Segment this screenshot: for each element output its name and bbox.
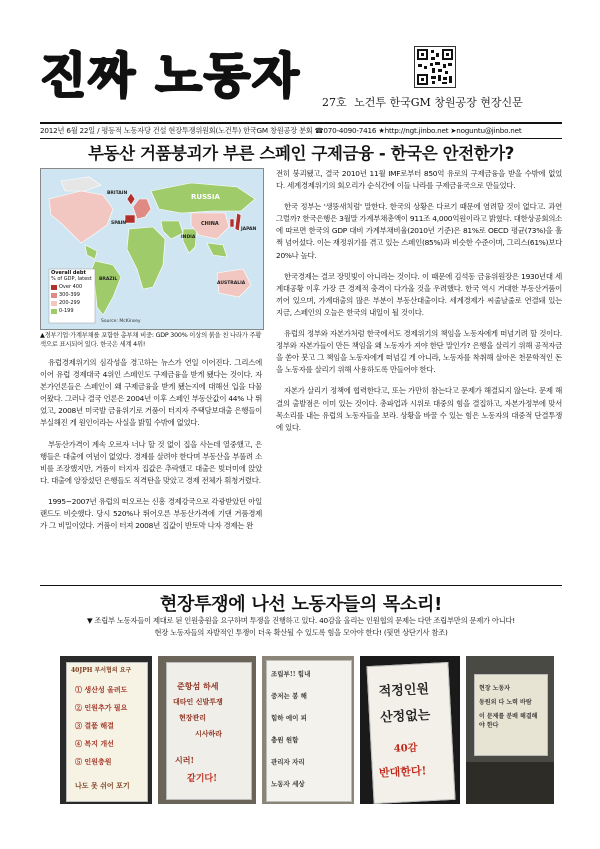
- map-label-china: CHINA: [201, 221, 219, 227]
- sign-text: 힘하 에이 피: [271, 714, 307, 722]
- paragraph: 한국경제는 결코 장밋빛이 아니라는 것이다. 이 때문에 김석동 금융위원장은 1930년대 세계대공황 이후 가장 큰 경제적 충격이 다가올 것을 우려했다. 한국 역시 거대한 부동산거품이 끼어 있으며, 가계대출의 많은 부분이 부동산대출이다. 세계경제가 씨줄날줄로 연결돼 있는 지금, 스페인의 오늘은 한국의 내일이 될 것이다.: [276, 271, 562, 317]
- paragraph: 자본가 살리기 정책에 협력한다고, 또는 가만히 참는다고 문제가 해결되지 않는다. 문제 해결의 출발점은 이미 있는 것이다. 총파업과 시위로 대중의 힘을 결집하고, 자본가정부에 맞서 목소리를 내는 유럽의 노동자들을 보라. 상황을 바꿀 수 있는 힘은 노동자의 대중적 단결투쟁에 있다.: [276, 386, 562, 432]
- protest-photo-strip: [60, 656, 554, 804]
- sign-text: 노동자 세상: [271, 780, 305, 788]
- map-legend-label: 0-199: [59, 308, 74, 314]
- sign-text: 시사하라: [195, 729, 223, 738]
- map-legend-swatch: [51, 293, 57, 298]
- handwritten-sign: [366, 662, 455, 804]
- map-legend-swatch: [51, 309, 57, 314]
- handwritten-sign: [474, 674, 548, 756]
- protest-photo: [158, 656, 256, 804]
- article-left-column: [40, 357, 262, 541]
- sign-text: 중저는 봉 해: [271, 692, 307, 700]
- sign-text: 40JPH 부서협의 요구: [71, 667, 132, 674]
- protest-photo: [262, 656, 354, 804]
- qr-code-icon: [414, 46, 456, 88]
- map-legend-label: 300-399: [59, 292, 80, 298]
- protest-photo: [360, 656, 460, 804]
- section-divider: [40, 585, 562, 586]
- section-subtext: [40, 615, 562, 639]
- map-source: Source: McKinsey: [101, 319, 141, 324]
- map-label-britain: BRITAIN: [107, 191, 128, 196]
- paragraph: 부동산가격이 계속 오르자 너나 할 것 없이 집을 사는데 열중했고, 은행들은 대출에 여념이 없었다. 경제를 살려야 한다며 부동산을 부풀려 소비를 조장했지만, 거품이 터지자 집값은 추락했고 대출은 빚더미에 앉았다. 대출에 앙장섰던 은행들도 직격탄을 맞았고 경제 전체가 휘청거렸다.: [40, 439, 262, 485]
- section-headline: 현장투쟁에 나선 노동자들의 목소리!: [159, 594, 443, 615]
- subtext-line: 현장 노동자들의 자발적인 투쟁이 더욱 확산될 수 있도록 힘을 모아야 한다! (뒷면 상단기사 참조): [154, 628, 448, 637]
- map-label-brazil: BRAZIL: [99, 277, 118, 282]
- map-legend-item: [51, 300, 95, 306]
- map-legend-swatch: [51, 301, 57, 306]
- sign-text: ④ 복지 개선: [75, 739, 114, 748]
- map-legend-title: Overall debt: [51, 270, 86, 276]
- sign-text: 산정없는: [379, 707, 431, 726]
- sign-text: ⑤ 인원충원: [75, 757, 112, 766]
- info-bar: 2012년 6월 22일 / 평등적 노동자당 건설 현장투쟁위원회(노건투) 한국GM 창원공장 분회 ☎070-4090-7416 ★http://ngt.jinbo.net ➤noguntu@jinbo.net: [40, 122, 562, 139]
- map-label-japan: JAPAN: [241, 227, 257, 232]
- newsletter-title: 진짜 노동자: [40, 48, 301, 104]
- paragraph: 유럽의 정부와 자본가처럼 한국에서도 경제위기의 책임을 노동자에게 떠넘기려 할 것이다. 정부와 자본가들이 만든 책임을 왜 노동자가 져야 한단 말인가? 은행을 살리기 위해 공적자금을 쏟아 붓고 그 책임을 노동자에게 떠넘길 게 아니라, 노동자를 착취해 살아온 천문학적인 돈을 노동자를 살리기 위해 사용하도록 만들어야 한다.: [276, 329, 562, 375]
- sign-text: 준항섬 하세: [177, 681, 219, 691]
- sign-text: 반대한다!: [378, 764, 427, 780]
- sign-text: ③ 결품 해결: [75, 721, 114, 730]
- protest-photo: [466, 656, 554, 804]
- map-legend-subtitle: % of GDP, latest: [51, 276, 92, 282]
- map-label-spain: SPAIN: [111, 221, 127, 226]
- sign-text: 나도 못 쉬어 포기: [75, 781, 130, 790]
- issue-line: [322, 94, 527, 110]
- subtext-line: ▼ 조립부 노동자들이 제대로 된 인원충원을 요구하며 투쟁을 진행하고 있다. 40감을 올리는 인원협의 문제는 다만 조립부만의 문제가 아니다!: [86, 616, 515, 625]
- map-label-india: INDIA: [181, 235, 196, 240]
- paragraph: 전히 붕괴됐고, 결국 2010년 11월 IMF로부터 850억 유로의 구제금융을 받을 수밖에 없었다. 세계경제위기의 회오리가 순식간에 이들 나라를 구제금융국으로 만들었다.: [276, 169, 562, 191]
- sign-text: 이 문제를 분배 해결해야 한다: [479, 713, 538, 729]
- protest-photo: [60, 656, 152, 804]
- paragraph: 한국 정부는 '생뚱새치럼' 말한다. 한국의 상황은 다르기 때문에 염려할 것이 없다고. 과연 그럴까? 한국은행은 3월말 가계부채총액이 911조 4,000억원이라고 밝혔다. 대한상공회의소에 따르면 한국의 GDP 대비 가계부채비율(2010년 기준)은 81%로 OECD 평균(73%)을 훌쩍 넘어섰다. 이는 재정위기를 겪고 있는 스페인(85%)과 비슷한 수준이며, 그리스(61%)보다 20%나 높다.: [276, 202, 562, 260]
- sign-text: 조립부!! 힘내: [271, 670, 311, 678]
- map-legend-item: [51, 308, 95, 314]
- map-legend-item: [51, 284, 95, 290]
- map-label-australia: AUSTRALIA: [217, 281, 246, 286]
- map-legend: [51, 270, 95, 314]
- map-legend-items: [51, 284, 95, 314]
- handwritten-sign: [166, 662, 252, 800]
- issue-number: 27호: [322, 96, 347, 109]
- sign-text: 현장관리: [179, 713, 207, 722]
- masthead: [40, 46, 570, 118]
- map-label-russia: RUSSIA: [191, 193, 220, 201]
- photo-shelf: [466, 762, 554, 804]
- sign-text: 시러!: [175, 755, 194, 765]
- sign-text: 대타인 신발투쟁: [173, 697, 223, 706]
- sign-text: 적정인원: [378, 682, 430, 700]
- map-legend-label: 200-299: [59, 300, 80, 306]
- article-right-column: [276, 168, 562, 443]
- handwritten-sign: [266, 660, 352, 802]
- paragraph: 유럽경제위기의 심각성을 경고하는 뉴스가 연일 이어진다. 그리스에 이어 유럽 경제대국 4위인 스페인도 구제금융을 받게 됐다는 것이다. 자본가언론들은 스페인이 왜 구제금융을 받게 됐는지에 대해선 입을 다물어왔다. 그러나 결국 언론은 2004년 이후 스페인 부동산값이 44% 나 뛰었고, 2008년 미국발 금융위기로 거품이 터지자 주택담보대출 은행들이 부실해진 게 원인이라는 사실을 밝힐 수밖에 없었다.: [40, 358, 262, 428]
- map-legend-swatch: [51, 285, 57, 290]
- sign-text: 충원 원함: [271, 736, 299, 744]
- map-caption: ▲경부기업·가계부채를 포함한 총부채 비중: GDP 300% 이상의 붉을 친 나라가 주황색으로 표시되어 있다. 한국은 세계 4위!: [40, 332, 262, 348]
- sign-text: 동원외 다 노력 바람: [479, 699, 532, 706]
- map-legend-item: [51, 292, 95, 298]
- sign-text: 관리자 자리: [271, 758, 305, 766]
- sign-text: 40감: [393, 742, 418, 755]
- article-headline: 부동산 거품붕괴가 부른 스페인 구제금융 - 한국은 안전한가?: [88, 144, 514, 163]
- sign-text: ① 생산성 올려도: [75, 685, 128, 694]
- sign-text: ② 인원추가 필요: [75, 703, 128, 712]
- sign-text: 현장 노동자: [479, 685, 511, 692]
- paragraph: 1995~2007년 유럽의 떠오르는 신흥 경제강국으로 각광받았던 아일랜드도 비슷했다. 당시 520%나 뛰어오른 부동산가격에 기댄 거품경제가 그 비밀이었다. 거품이 터져 2008년 집값이 반토막 나자 경제는 완: [40, 496, 262, 531]
- map-legend-label: Over 400: [59, 284, 83, 290]
- sign-text: 같기다!: [187, 774, 218, 784]
- handwritten-sign: [66, 662, 148, 802]
- publisher-name: 노건투 한국GM 창원공장 현장신문: [354, 96, 523, 109]
- world-debt-map: [40, 168, 264, 330]
